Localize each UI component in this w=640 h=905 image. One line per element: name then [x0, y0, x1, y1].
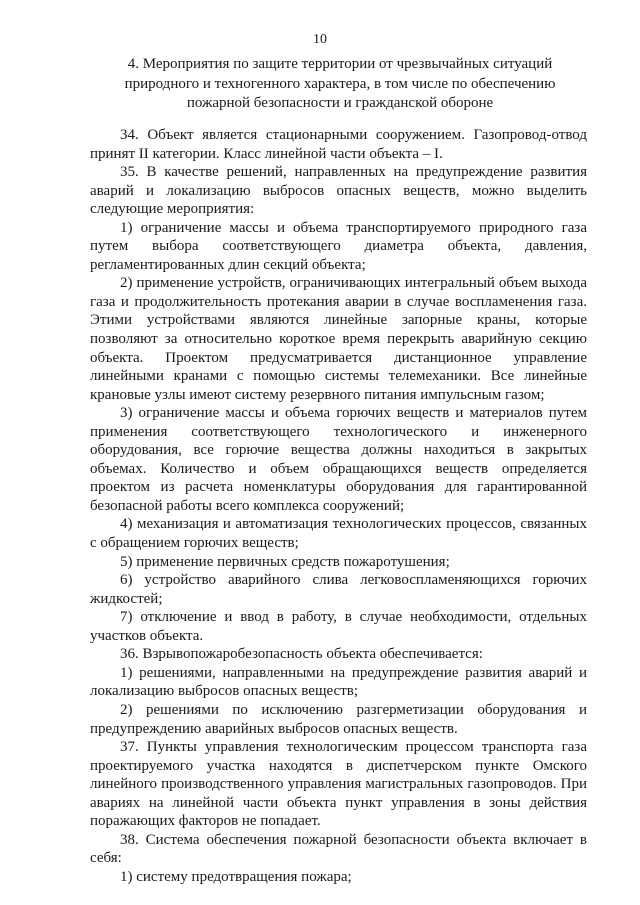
heading-line: природного и техногенного характера, в том числе по обеспечению — [124, 75, 556, 92]
paragraph: 2) решениями по исключению разгерметизации оборудования и предупреждению аварийных выбросов опасных веществ. — [90, 701, 587, 737]
paragraph: 3) ограничение массы и объема горючих веществ и материалов путем применения соответствующего технологического и инженерного оборудования, все горючие вещества должны находиться в закрытых объемах. Количество и объем обращающихся веществ определяется проектом из расчета номенклатуры оборудования для гарантированной безопасной работы всего комплекса сооружений; — [90, 405, 587, 514]
page-number: 10 — [313, 32, 327, 47]
paragraph: 36. Взрывопожаробезопасность объекта обеспечивается: — [120, 646, 483, 663]
paragraph: 1) решениями, направленными на предупреждение развития аварий и локализацию выбросов опасных веществ; — [90, 664, 587, 700]
paragraph: 37. Пункты управления технологическим процессом транспорта газа проектируемого участка находятся в диспетчерском пункте Омского линейного производственного управления магистральных газопроводов. При авариях на линейной части объекта пункт управления в зоны действия поражающих факторов не попадает. — [90, 739, 587, 830]
paragraph: 6) устройство аварийного слива легковоспламеняющихся горючих жидкостей; — [90, 572, 587, 607]
paragraph: 4) механизация и автоматизация технологических процессов, связанных с обращением горючих веществ; — [90, 516, 587, 552]
body-text — [90, 126, 587, 886]
paragraph: 1) ограничение массы и объема транспортируемого природного газа путем выбора соответствующего диаметра объекта, давления, регламентированных длин секций объекта; — [90, 219, 587, 273]
section-heading — [90, 55, 590, 114]
heading-line: пожарной безопасности и гражданской обороне — [186, 95, 494, 111]
paragraph: 7) отключение и ввод в работу, в случае необходимости, отдельных участков объекта. — [90, 609, 587, 644]
paragraph: 34. Объект является стационарными сооружением. Газопровод-отвод принят II категории. Класс линейной части объекта – I. — [90, 127, 587, 162]
paragraph: 2) применение устройств, ограничивающих интегральный объем выхода газа и продолжительность протекания аварии в случае воспламенения газа. Этими устройствами являются линейные запорные краны, которые позволяют за относительно короткое время перекрыть аварийную секцию объекта. Проектом предусматривается дистанционное управление линейными кранами с помощью системы телемеханики. Все линейные крановые узлы имеют систему резервного питания импульсным газом; — [90, 275, 587, 403]
heading-line: 4. Мероприятия по защите территории от чрезвычайных ситуаций — [127, 56, 553, 72]
paragraph: 38. Система обеспечения пожарной безопасности объекта включает в себя: — [90, 831, 587, 867]
paragraph: 1) систему предотвращения пожара; — [120, 868, 352, 885]
paragraph: 5) применение первичных средств пожаротушения; — [120, 553, 450, 570]
paragraph: 35. В качестве решений, направленных на предупреждение развития аварий и локализацию выбросов опасных веществ, можно выделить следующие мероприятия: — [90, 164, 587, 218]
